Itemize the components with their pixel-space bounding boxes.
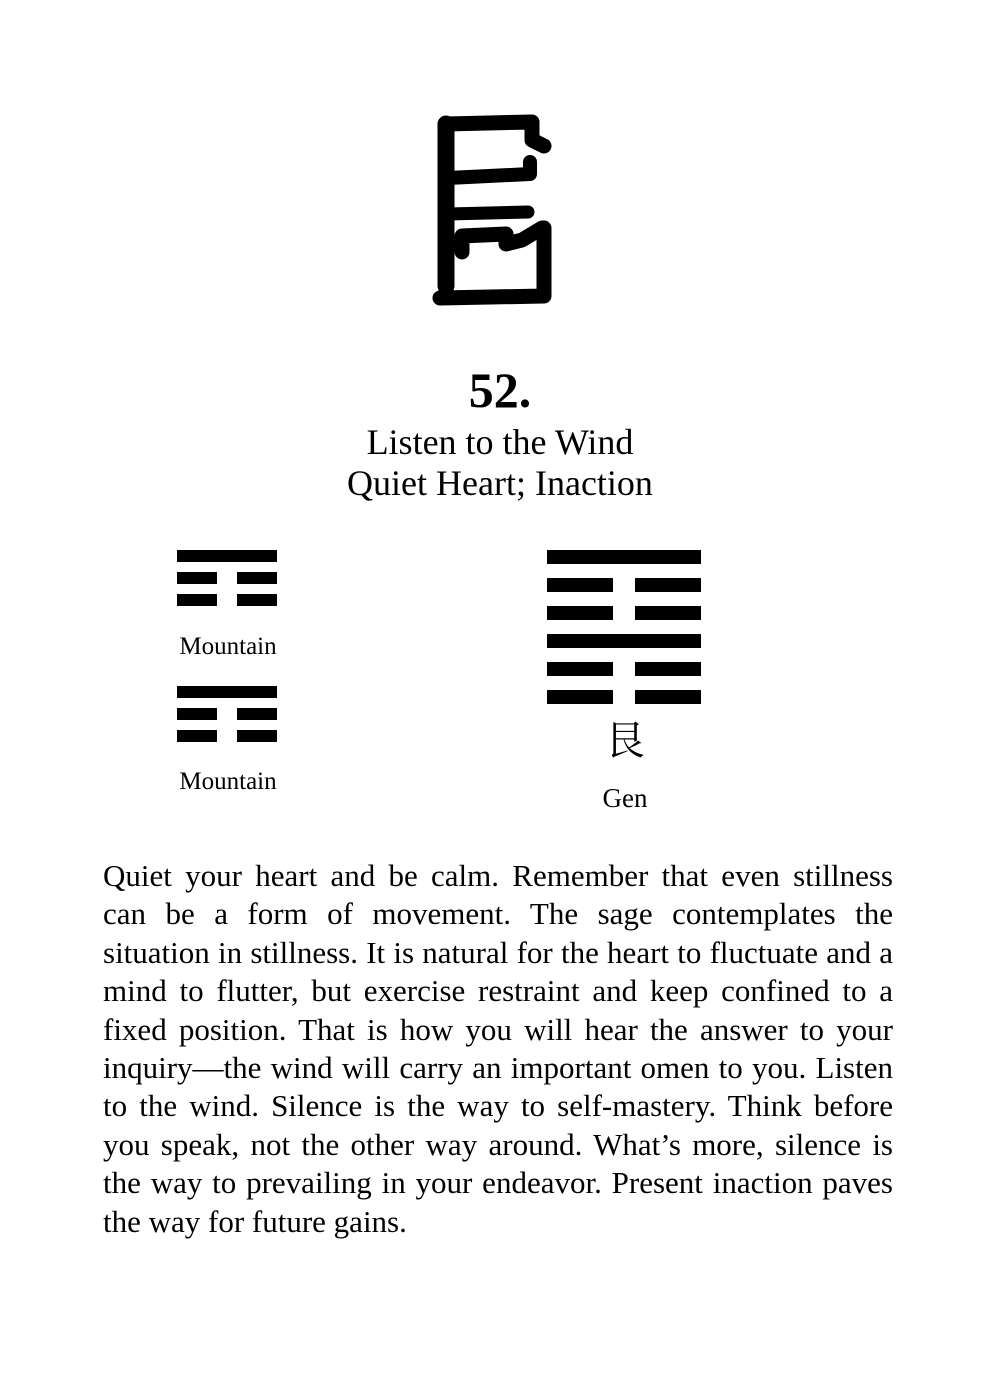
hexagram-name: Gen: [602, 783, 648, 813]
hexagram-line-broken: [547, 662, 701, 676]
upper-trigram-label: Mountain: [179, 633, 277, 660]
hexagram-title: Listen to the Wind: [366, 422, 634, 462]
upper-trigram-icon: [177, 550, 277, 616]
hexagram-number: 52.: [468, 362, 532, 418]
hexagram-line-broken: [547, 578, 701, 592]
hexagram-chinese-character: 艮: [605, 718, 645, 764]
hexagram-line-solid: [547, 550, 701, 564]
lower-trigram-icon: [177, 686, 277, 752]
hexagram-subtitle: Quiet Heart; Inaction: [347, 463, 653, 503]
trigram-line-broken: [177, 572, 277, 584]
body-paragraph: Quiet your heart and be calm. Remember that even stillness can be a form of movement. The sage contemplates the situation in stillness. It is natural for the heart to fluctuate and a mind to flutter, but exercise restraint and keep confined to a fixed position. That is how you will hear the answer to your inquiry—the wind will carry an important omen to you. Listen to the wind. Silence is the way to self-mastery. Think before you speak, not the other way around. What’s more, silence is the way to prevailing in your endeavor. Present inaction paves the way for future gains.: [103, 858, 893, 1239]
trigram-line-broken: [177, 708, 277, 720]
lower-trigram-label: Mountain: [179, 768, 277, 795]
trigram-line-solid: [177, 686, 277, 698]
hexagram-icon: [547, 550, 701, 718]
trigram-line-solid: [177, 550, 277, 562]
hexagram-line-broken: [547, 606, 701, 620]
trigram-line-broken: [177, 730, 277, 742]
trigram-line-broken: [177, 594, 277, 606]
hexagram-line-broken: [547, 690, 701, 704]
seal-script-character-icon: [432, 110, 558, 310]
hexagram-line-solid: [547, 634, 701, 648]
